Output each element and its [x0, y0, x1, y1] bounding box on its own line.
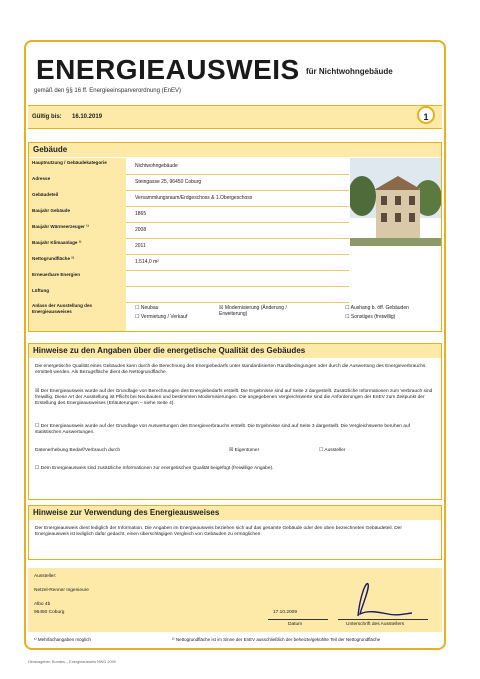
building-photo	[350, 158, 441, 278]
building-row: Gebäudeteil Versammlungsraum/Erdgeschoss & 1.Obergeschoss	[29, 190, 349, 207]
reason-option-vermietung[interactable]: ☐ Vermietung / Verkauf	[135, 314, 188, 320]
hints-section	[28, 343, 442, 500]
issuance-reason-row: Anlass der Ausstellung des Energieausweises ☐ Neubau ☐ Vermietung / Verkauf ☒ Modernisierung (Änderung / Erweiterung) ☐ Aushang b. öff. Gebäuden ☐ Sonstiges (freiwillig)	[29, 301, 441, 331]
valid-until-label: Gültig bis:	[32, 114, 62, 120]
building-row: Baujahr Wärmeerzeuger ¹⁾ 2008	[29, 222, 349, 239]
data-collection-issuer[interactable]: ☐ Aussteller	[319, 448, 346, 453]
issuer-name: Netzel-Renner Ingenieure	[34, 588, 89, 593]
usage-section	[28, 505, 442, 560]
document-subtitle: für Nichtwohngebäude	[306, 67, 393, 76]
hints-intro: Die energetische Qualität eines Gebäudes kann durch die Berechnung des Energiebedarfs unter standardisierten Randbedingungen oder durch die Auswertung des Energieverbrauchs ermittelt werden. Als Bezugsfläche dient die Nettogrundfläche.	[35, 364, 426, 375]
issue-date: 17.10.2009	[273, 610, 298, 615]
reason-option-neubau[interactable]: ☐ Neubau	[135, 305, 159, 311]
usage-section-title: Hinweise zur Verwendung des Energieausweises	[29, 506, 441, 520]
issuer-street: Albo 4b	[34, 602, 51, 607]
data-collection-label: Datenerhebung Bedarf/Verbrauch durch	[35, 448, 121, 453]
reason-option-aushang[interactable]: ☐ Aushang b. öff. Gebäuden	[345, 305, 409, 311]
hints-section-title: Hinweise zu den Angaben über die energetische Qualität des Gebäudes	[29, 344, 441, 358]
hints-option-demand[interactable]: ☒ Der Energieausweis wurde auf der Grundlage von Berechnungen des Energiebedarfs erstellt. Die Ergebnisse sind auf Seite 2 dargestellt. Zusätzliche Informationen zum Verbrauch sind freiwillig. Diese Art der Ausstellung ist Pflicht bei Neubauten und bestimmten Modernisierungen. Die angegebenen Vergleichswerte sind die Anforderungen der EnEV zum Zeitpunkt der Erstellung des Energieausweises (Erläuterungen – siehe Seite 4).	[35, 389, 433, 406]
imprint: Herausgeber: Bundes... Energieausweis NWG 2009	[28, 660, 116, 664]
data-collection-owner[interactable]: ☒ Eigentümer	[229, 448, 260, 453]
building-row: Adresse Steingasse 25, 96450 Coburg	[29, 174, 349, 191]
issuer-label: Aussteller:	[34, 574, 57, 579]
reason-option-modernisierung[interactable]: ☒ Modernisierung (Änderung / Erweiterung)	[219, 305, 287, 317]
date-label: Datum	[288, 622, 303, 627]
hints-option-additional[interactable]: ☐ Dem Energieausweis sind zusätzliche Informationen zur energetischen Qualität beigefügt (freiwillige Angabe).	[35, 466, 274, 471]
reason-option-sonstiges[interactable]: ☐ Sonstiges (freiwillig)	[345, 314, 396, 320]
building-row: Lüftung	[29, 286, 349, 303]
building-row: Erneuerbare Energien	[29, 270, 349, 287]
signature-icon	[338, 576, 418, 620]
hints-option-consumption[interactable]: ☐ Der Energieausweis wurde auf der Grundlage von Auswertungen des Energieverbrauchs erstellt. Die Ergebnisse sind auf Seite 3 dargestellt. Die Vergleichswerte beruhen auf statistischen Auswertungen.	[35, 424, 410, 435]
building-row: Baujahr Klimaanlage ¹⁾ 2011	[29, 238, 349, 255]
building-row: Baujahr Gebäude 1865	[29, 206, 349, 223]
signature-line	[338, 619, 428, 620]
signature-label: Unterschrift des Ausstellers	[346, 622, 405, 627]
issuer-section	[28, 568, 442, 632]
footnote-2: ²⁾ Nettogrundfläche ist im Sinne der EnEV ausschließlich der beheizte/gekühlte Teil der Nettogrundfläche	[172, 637, 381, 642]
building-section	[28, 142, 442, 332]
document-title: ENERGIEAUSWEIS	[36, 54, 300, 85]
page-number-badge: 1	[417, 106, 435, 124]
building-row: Nettogrundfläche ²⁾ 1.514,0 m²	[29, 254, 349, 271]
footnote-1: ¹⁾ Mehrfachangaben möglich	[34, 637, 91, 642]
building-section-title: Gebäude	[29, 143, 441, 157]
usage-text: Der Energieausweis dient lediglich der Information. Die Angaben im Energieausweis beziehen sich auf das gesamte Gebäude oder den oben bezeichneten Gebäudeteil. Der Energieausweis ist lediglich dafür gedacht, einen überschlägigen Vergleich von Gebäuden zu ermöglichen.	[35, 526, 402, 537]
building-row: Hauptnutzung / Gebäudekategorie Nichtwohngebäude	[29, 158, 349, 175]
regulation-line: gemäß den §§ 16 ff. Energieeinsparverordnung (EnEV)	[34, 88, 181, 94]
issuer-city: 96450 Coburg	[34, 610, 65, 615]
date-line	[268, 619, 328, 620]
valid-until-date: 16.10.2019	[72, 114, 103, 120]
